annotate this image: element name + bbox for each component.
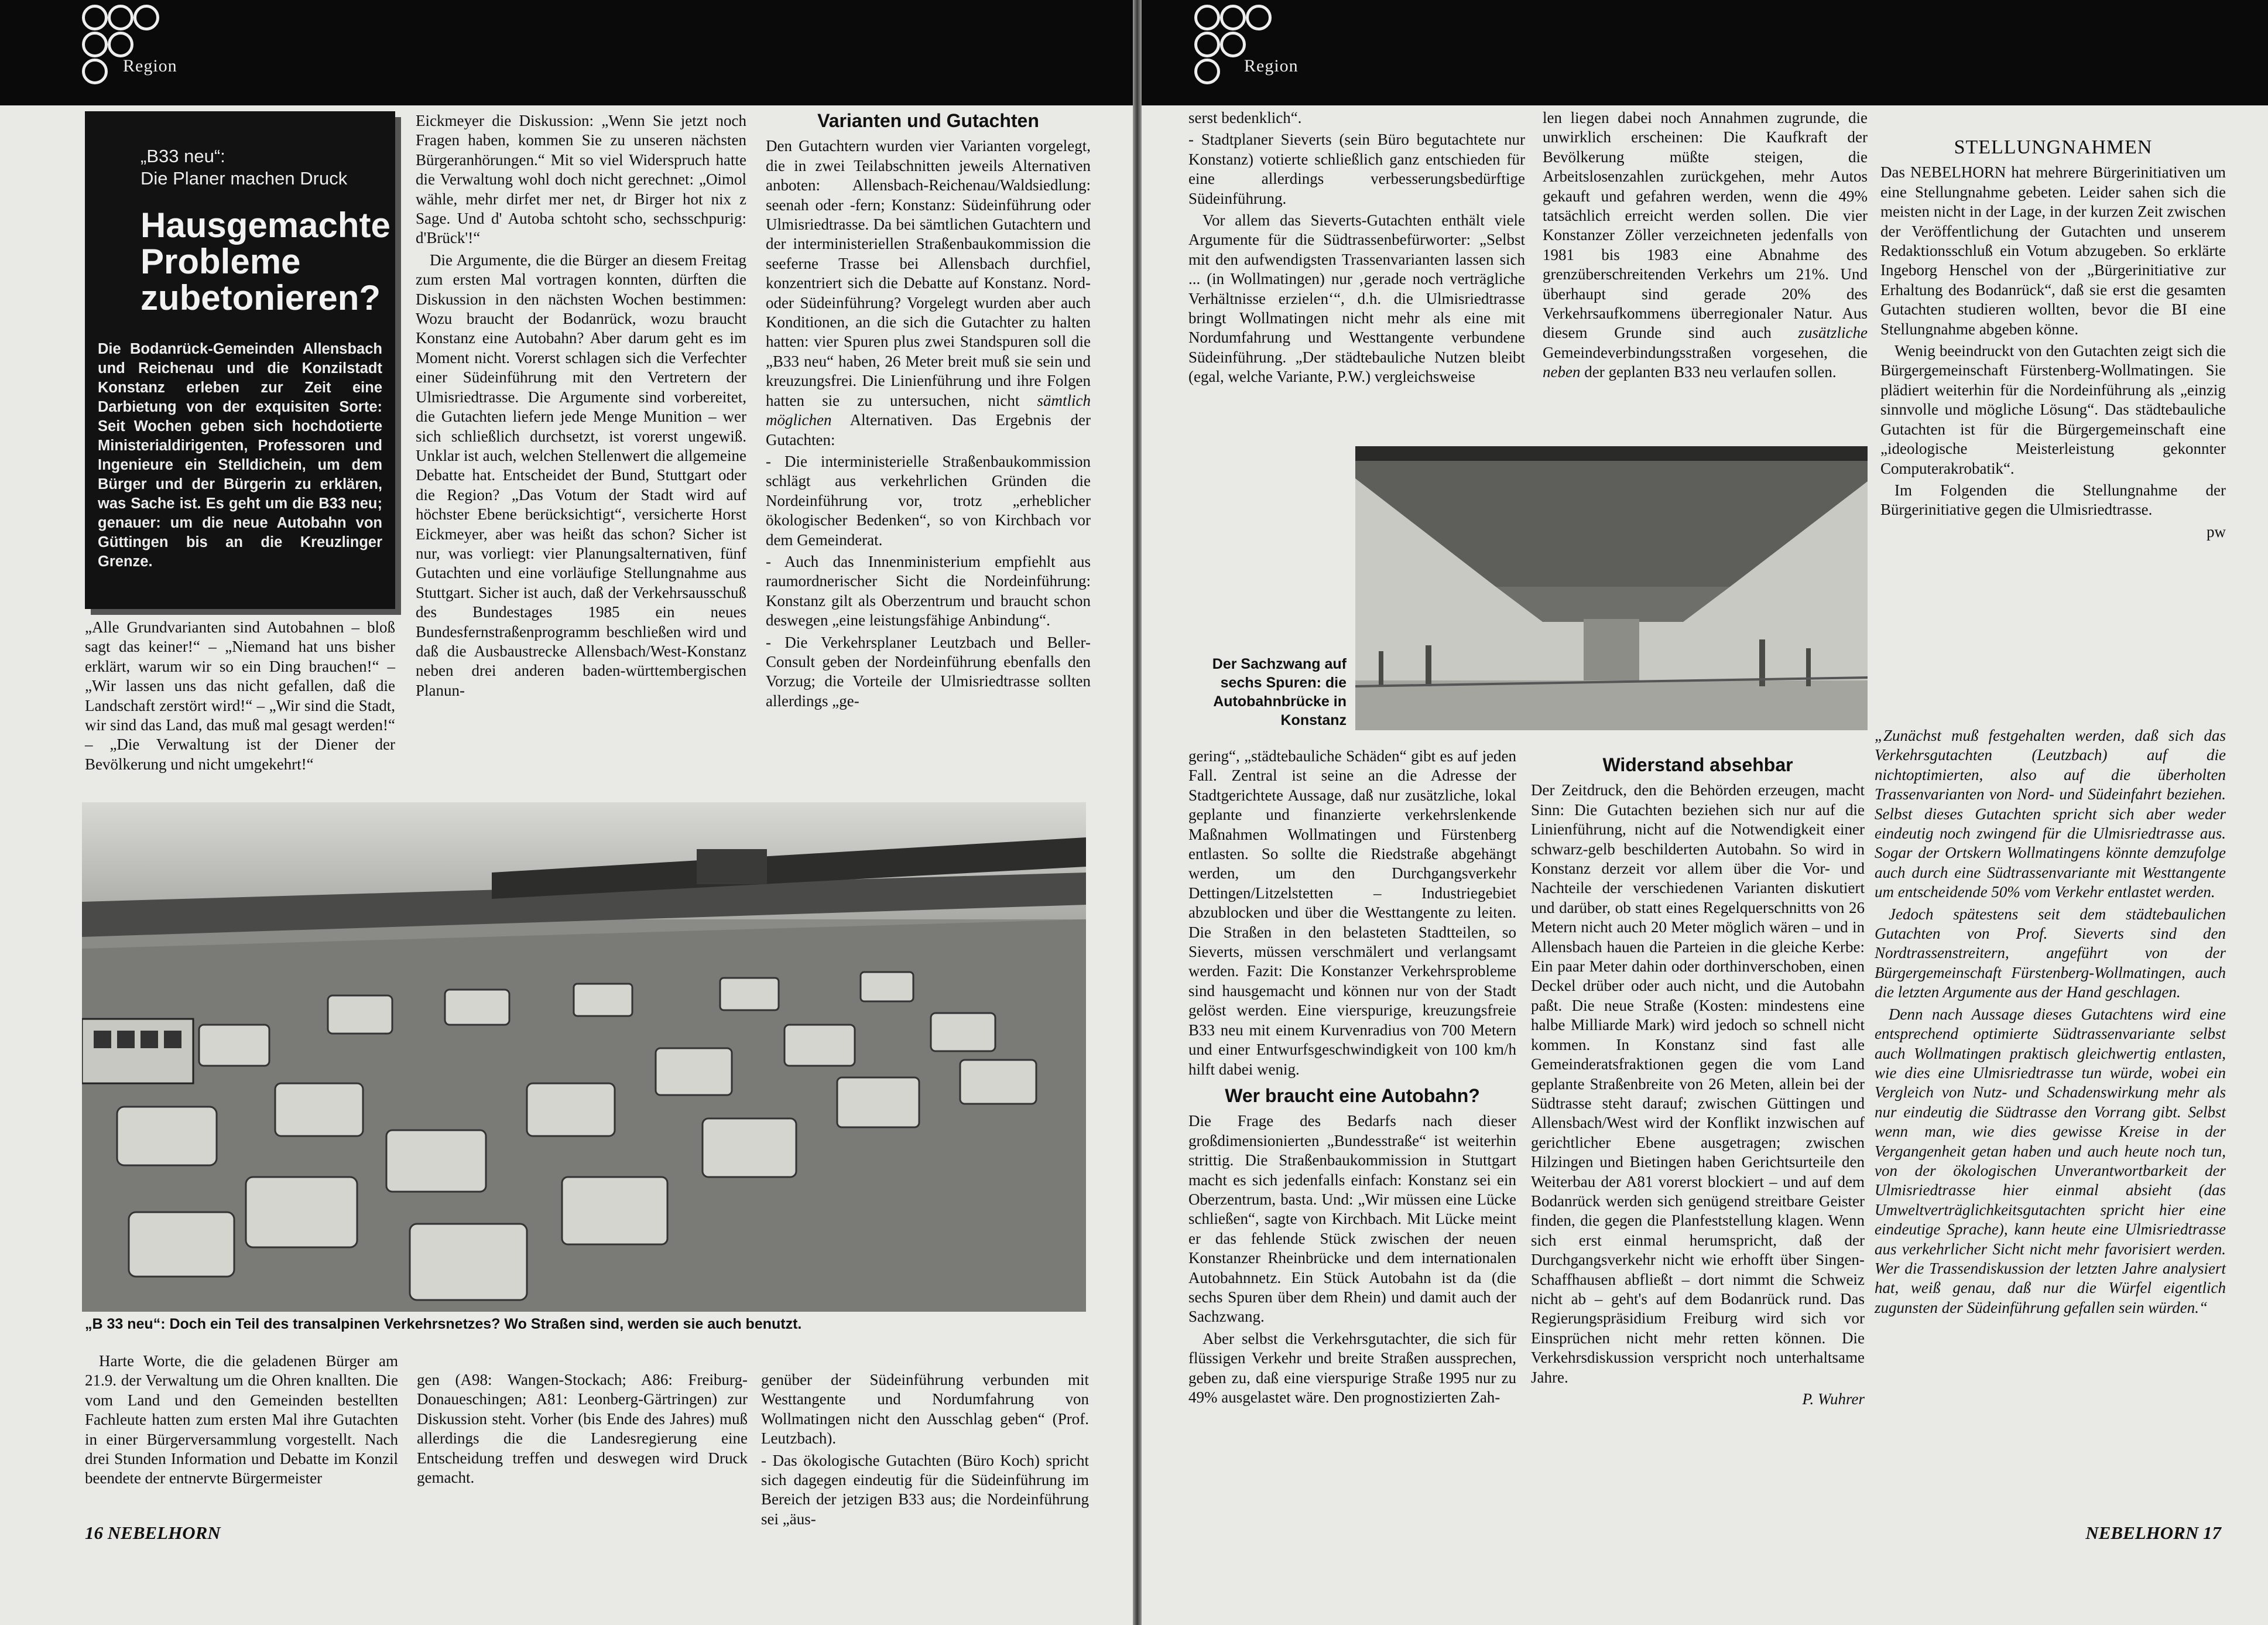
- column-1: [1188, 108, 1525, 389]
- column-1: [85, 618, 395, 776]
- section-label: Region: [1244, 56, 1299, 76]
- list-item: - Stadtplaner Sieverts (sein Büro begutachtete nur Konstanz) votierte schließlich ganz entschieden für eine allerdings verbesserungsbedürftige Südeinführung.: [1188, 131, 1525, 207]
- headline-box: [85, 111, 395, 609]
- photo-caption: „B 33 neu“: Doch ein Teil des transalpinen Verkehrsnetzes? Wo Straßen sind, werden sie auch benutzt.: [85, 1316, 802, 1332]
- body-text: Jedoch spätestens seit dem städtebaulichen Gutachten von Prof. Sieverts sind den Nordtrassenstreitern, angeführt von der Bürgergemeinschaft Fürstenberg-Wollmatingen, auch die letzten Argumente aus der Hand geschlagen.: [1875, 905, 2226, 1001]
- top-bar: [0, 0, 1133, 105]
- body-text: Aber selbst die Verkehrsgutachter, die sich für flüssigen Verkehr und breite Straßen aussprechen, geben zu, daß eine vierspurige Straße 1995 nur zu 49% ausgelastet wäre. Den prognostizierten Zah-: [1188, 1329, 1516, 1406]
- bottom-column-2: [417, 1370, 748, 1490]
- dots-logo-icon: [82, 5, 158, 93]
- kicker: „B33 neu“: Die Planer machen Druck: [141, 146, 348, 189]
- photo-caption: Der Sachzwang auf sechs Spuren: die Autobahnbrücke in Konstanz: [1212, 656, 1347, 728]
- traffic-photo-icon: [82, 802, 1086, 1312]
- section-heading: Varianten und Gutachten: [817, 110, 1039, 131]
- dots-logo-icon: [1194, 5, 1270, 93]
- body-text: Harte Worte, die die geladenen Bürger am 21.9. der Verwaltung um die Ohren knallten. Die vom Land und den Gemeinden bestellten Fachleute hatten zum ersten Mal ihre Gutachten in einer Bürgerversammlung vorgestellt. Nach drei Stunden Information und Debatte im Konzil beendete der entnervte Bürgermeister: [85, 1352, 398, 1487]
- column-2: [1543, 108, 1868, 385]
- body-text: Die Frage des Bedarfs nach dieser großdimensionierten „Bundesstraße“ ist weiterhin strittig. Die Straßenbaukommission in Stuttgart macht es sich jedenfalls einfach: Konstanz sei ein Oberzentrum, basta. Und: „Wir müssen eine Lücke schließen“, sagte von Kirchbach. Mit Lücke meint er das fehlende Stück zwischen der neuen Konstanzer Rheinbrücke und dem internationalen Autobahnnetz. Ein Stück Autobahn ist da (die sechs Spuren über dem Rhein) und damit auch der Sachzwang.: [1188, 1112, 1516, 1326]
- body-text: Die Argumente, die die Bürger an diesem Freitag zum ersten Mal vortragen konnten, dürften die Diskussion in den nächsten Wochen bestimmen: Wozu braucht der Bodanrück, wozu braucht Konstanz eine Autobahn? Aber darum geht es im Moment nicht. Vorerst schlagen sich die Verfechter einer Südeinführung mit den Vertretern der Ulmisriedtrasse. Die Argumente sind vorbereitet, die Gutachten liefern jede Menge Munition – wer sich schließlich durchsetzt, ist vorerst ungewiß. Unklar ist auch, welchen Stellenwert die allgemeine Debatte hat. Entscheidet der Bund, Stuttgart oder die Region? „Das Votum der Stadt wird auf höchster Ebene berücksichtigt“, versicherte Horst Eickmeyer, aber was heißt das schon? Sicher ist nur, was vorliegt: vier Planungsalternativen, fünf Gutachten und eine vorläufige Stellungnahme aus Stuttgart. Sicher ist auch, daß der Verkehrsausschuß des Bundestages 1985 ein neues Bundesfernstraßenprogramm beschließen wird und daß die Ausbaustrecke Allensbach/West-Konstanz neben drei anderen baden-württembergischen Planun-: [416, 251, 746, 699]
- body-text: serst bedenklich“.: [1188, 109, 1302, 126]
- column-3: [766, 111, 1091, 713]
- body-text: Im Folgenden die Stellungnahme der Bürgerinitiative gegen die Ulmisriedtrasse.: [1880, 481, 2226, 519]
- body-text: Das NEBELHORN hat mehrere Bürgerinitiativen um eine Stellungnahme gebeten. Leider sahen sich die meisten nicht in der Lage, in der kurzen Zeit zwischen der Veröffentlichung der Gutachten und unserem Redaktionsschluß ein Votum abzugeben. So erklärte Ingeborg Henschel von der „Bürgerinitiative zur Erhaltung des Bodanrück“, daß sie erst die gesamten Gutachten studieren wollten, bevor die BI eine Stellungnahme abgeben könne.: [1880, 163, 2226, 338]
- list-item: - Die Verkehrsplaner Leutzbach und Beller-Consult geben der Nordeinführung ebenfalls den Vorzug; die Vorteile der Ulmisriedtrasse sollten allerdings „ge-: [766, 633, 1091, 710]
- middle-column-1: [1188, 747, 1516, 1410]
- middle-column-2: [1531, 755, 1865, 1411]
- body-text: gen (A98: Wangen-Stockach; A86: Freiburg-Donaueschingen; A81: Leonberg-Gärtringen) zur Diskussion steht. Vorher (bis Ende des Jahres) muß allerdings die die Landesregierung eine Entscheidung treffen und deswegen wird Druck gemacht.: [417, 1371, 748, 1487]
- body-text: „Zunächst muß festgehalten werden, daß sich das Verkehrsgutachten (Leutzbach) auf die nichtoptimierten, also auf die überholten Trassenvarianten von Nord- und Südeinfahrt beziehen. Selbst dieses Gutachten spricht sich aber weder eindeutig noch zwingend für die Ulmisriedtrasse aus. Sogar der Ortskern Wollmatingens könnte demzufolge auch durch eine Südtrassenvariante mit Westtangente um entscheidende 50% vom Verkehr entlastet werden.: [1875, 727, 2226, 901]
- list-item: - Das ökologische Gutachten (Büro Koch) spricht sich dagegen eindeutig für die Südeinführung im Bereich der jetzigen B33 aus; die Nordeinführung sei „äus-: [761, 1451, 1089, 1528]
- section-heading: STELLUNGNAHMEN: [1954, 136, 2153, 158]
- page-footer: 16 NEBELHORN: [85, 1523, 221, 1543]
- body-text: genüber der Südeinführung verbunden mit Westtangente und Nordumfahrung von Wollmatingen nicht den Ausschlag geben“ (Prof. Leutzbach).: [761, 1371, 1089, 1448]
- body-text: „Alle Grundvarianten sind Autobahnen – bloß sagt das keiner!“ – „Niemand hat uns bisher erklärt, warum wir so ein Ding brauchen!“ – „Wir lassen uns das nicht gefallen, daß die Landschaft zerstört wird!“ – „Wir sind die Stadt, wir sind das Land, das muß mal gesagt werden!“ – „Die Verwaltung ist der Diener der Bevölkerung und nicht umgekehrt!“: [85, 618, 395, 773]
- bottom-column-3: [761, 1370, 1089, 1531]
- left-page: [0, 0, 1133, 1625]
- body-text: Wenig beeindruckt von den Gutachten zeigt sich die Bürgergemeinschaft Fürstenberg-Wollmatingen. Sie plädiert weiterhin für die Nordeinführung als „einzig sinnvolle und mögliche Lösung“. Das städtebauliche Gutachten ist für die Bürgergemeinschaft eine „ideologische Meisterleistung gekonnter Computerakrobatik“.: [1880, 342, 2226, 477]
- list-item: - Die interministerielle Straßenbaukommission schlägt aus verkehrlichen Gründen die Nordeinführung vor, trotz „erheblicher ökologischer Bedenken“, so von Kirchbach vor dem Gemeinderat.: [766, 452, 1091, 549]
- body-text: Der Zeitdruck, den die Behörden erzeugen, macht Sinn: Die Gutachten beziehen sich nur auf die Linienführung, nicht auf die Notwendigkeit einer schwarz-gelb beschilderten Autobahn. So wird in Konstanz derzeit vor allem über die Vor- und Nachteile der verschiedenen Varianten diskutiert und darüber, ob statt eines Regelquerschnitts von 26 Metern nicht auch 20 Meter möglich wären – und in Allensbach hauen die Parteien in die gleiche Kerbe: Ein paar Meter dahin oder dorthinverschoben, einen Deckel drüber oder auch nicht, und die Autobahn paßt. Die neue Straße (Kosten: mindestens eine halbe Milliarde Mark) wird jedoch so schnell nicht kommen. In Konstanz sind fast alle Gemeinderatsfraktionen gegen die vom Land geplante Straßenbreite von 26 Meten, allein bei der Südtrasse steht darauf; zwischen Güttingen und Allensbach/West wird der Konflikt inzwischen auf gerichtlicher Ebene ausgetragen; zwischen Hilzingen und Bietingen haben Gerichtsurteile den Weiterbau der A81 vorerst blockiert – und auf dem Bodanrück werden sich genügend streitbare Geister finden, die gegen die Planfeststellung klagen. Wenn sich erst einmal herumspricht, daß der Durchgangsverkehr nicht wie erhofft über Singen-Schaffhausen abfließt – dort nimmt die Schweiz nicht ab – geht's auf dem Bodanrück rund. Das Regierungspräsidium Freiburg wird sich vor Einsprüchen nicht mehr retten können. Die Verkehrsdiskussion verspricht noch unterhaltsame Jahre.: [1531, 781, 1865, 1386]
- italic-statement-column: [1875, 726, 2226, 1320]
- column-2: [416, 111, 746, 703]
- bridge-photo-icon: [1355, 446, 1868, 730]
- section-heading: Wer braucht eine Autobahn?: [1225, 1085, 1480, 1106]
- traffic-photo: [82, 802, 1086, 1312]
- bottom-column-1: [85, 1352, 398, 1491]
- bridge-photo: [1355, 446, 1868, 730]
- section-label: Region: [123, 56, 177, 76]
- page-footer: NEBELHORN 17: [2085, 1523, 2221, 1543]
- right-page: [1142, 0, 2268, 1625]
- body-text: gering“, „städtebauliche Schäden“ gibt es auf jeden Fall. Zentral ist seine an die Adresse der Stadtgerichtete Aussage, daß nur zusätzliche, lokal geplante und finanzierte verkehrslenkende Maßnahmen Wollmatingen und Fürstenberg entlasten. So sollte die Riedstraße abgehängt werden, um den Durchgangsverkehr Dettingen/Litzelstetten – Industriegebiet abzublocken und über die Westtangente zu leiten. Die Straßen in den belasteten Stadtteilen, so Sieverts, müssen verschmälert und verlangsamt werden. Fazit: Die Konstanzer Verkehrsprobleme sind hausgemacht und können nur von der Stadt gelöst werden. Eine vierspurige, kreuzungsfreie B33 neu mit einem Kurvenradius von 700 Metern und einer Entwurfsgeschwindigkeit von 100 km/h hilft dabei wenig.: [1188, 747, 1516, 1078]
- column-3: [1880, 138, 2226, 544]
- lead-text: Die Bodanrück-Gemeinden Allensbach und Reichenau und die Konzilstadt Konstanz erleben zur Zeit eine Darbietung von der exquisiten Sorte: Seit Wochen geben sich hochdotierte Ministerialdirigenten, Professoren und Ingenieure ein Stelldichein, um dem Bürger und der Bürgerin zu erklären, was Sache ist. Es geht um die B33 neu; genauer: um die neue Autobahn von Güttingen bis an die Kreuzlinger Grenze.: [98, 341, 382, 570]
- section-heading: Widerstand absehbar: [1602, 754, 1793, 775]
- signature: P. Wuhrer: [1802, 1390, 1865, 1408]
- headline: Hausgemachte Probleme zubetonieren?: [141, 206, 390, 317]
- body-text: Den Gutachtern wurden vier Varianten vorgelegt, die in zwei Teilabschnitten jeweils Alternativen anboten: Allensbach-Reichenau/Waldsiedlung: seenah oder -fern; Konstanz: Südeinführung oder Ulmisriedtrasse. Da bei sämtlichen Gutachtern und der interministeriellen Straßenbaukommission die seeferne Trasse bei Allensbach durchfiel, konzentriert sich die Debatte auf Konstanz. Nord- oder Südeinführung? Vorgelegt wurden aber auch Konditionen, an die sich die Gutachter zu halten hatten: vier Spuren plus zwei Standspuren soll die „B33 neu“ haben, 26 Meter breit muß sie sein und kreuzungsfrei. Die Linienführung und ihre Folgen hatten sie zu untersuchen, nicht sämtlich möglichen Alternativen. Das Ergebnis der Gutachten:: [766, 137, 1091, 449]
- body-text: len liegen dabei noch Annahmen zugrunde, die unwirklich erscheinen: Die Kaufkraft der Bevölkerung müßte steigen, die Arbeitslosenzahlen zurückgehen, mehr Autos gekauft und gefahren werden, wenn die 49% tatsächlich erreicht werden sollen. Die vier Konstanzer Zöller verzeichneten jedenfalls von 1981 bis 1983 eine Abnahme des grenzüberschreitenden Verkehrs um 21%. Und überhaupt sind gerade 20% des Verkehrsaufkommens überregionaler Natur. Aus diesem Grunde sind auch zusätzliche Gemeindeverbindungsstraßen vorgesehen, die neben der geplanten B33 neu verlaufen sollen.: [1543, 109, 1868, 381]
- body-text: Denn nach Aussage dieses Gutachtens wird eine entsprechend optimierte Südtrassenvariante selbst auch Wollmatingen praktisch gleichwertig entlasten, wie dies eine Ulmisriedtrasse tun würde, wobei ein Vergleich von Nutz- und Schadenswirkung mehr als nur eindeutig die Südtrasse den Vorrang gibt. Selbst wenn man, wie dies gewisse Kreise in der Vergangenheit getan haben und auch heute noch tun, von der ökologischen Unverantwortbarkeit der Ulmisriedtrasse hier einmal absieht (das Umweltverträglichkeitsgutachten spricht hier eine eindeutige Sprache), kann heute eine Ulmisriedtrasse aus verkehrlicher Sicht nicht mehr favorisiert werden. Wer die Trassendiskussion der letzten Jahre analysiert hat, weiß genau, daß nur die Würfel eigentlich zugunsten der Südeinführung gefallen sein würden.“: [1875, 1005, 2226, 1316]
- body-text: Vor allem das Sieverts-Gutachten enthält viele Argumente für die Südtrassenbefürworter: „Selbst mit den aufwendigsten Trassenvarianten lassen sich ... (in Wollmatingen) nur ‚gerade noch verträgliche Verhältnisse erzielen‘“, d.h. die Ulmisriedtrasse bringt Wollmatingen nicht mehr als eine mit Nordumfahrung und Westtangente verbundene Südeinführung. „Der städtebauliche Nutzen bleibt (egal, welche Variante, P.W.) vergleichsweise: [1188, 211, 1525, 386]
- body-text: Eickmeyer die Diskussion: „Wenn Sie jetzt noch Fragen haben, kommen Sie zu unseren nächsten Bürgeranhörungen.“ Mit so viel Widerspruch hatte die Verwaltung wohl doch nicht gerechnet: „Oimol wähle, mehr dirfet mer net, dr Birger hot nix z Sage. Und d' Autoba schtoht scho, sechsschpurig: d'Brück'!“: [416, 112, 746, 247]
- list-item: - Auch das Innenministerium empfiehlt aus raumordnerischer Sicht die Nordeinführung: Konstanz gilt als Oberzentrum und braucht schon deswegen „eine leistungsfähige Anbindung“.: [766, 552, 1091, 630]
- gutter: [1133, 0, 1142, 1625]
- top-bar: [1142, 0, 2268, 105]
- signature: pw: [2207, 522, 2226, 540]
